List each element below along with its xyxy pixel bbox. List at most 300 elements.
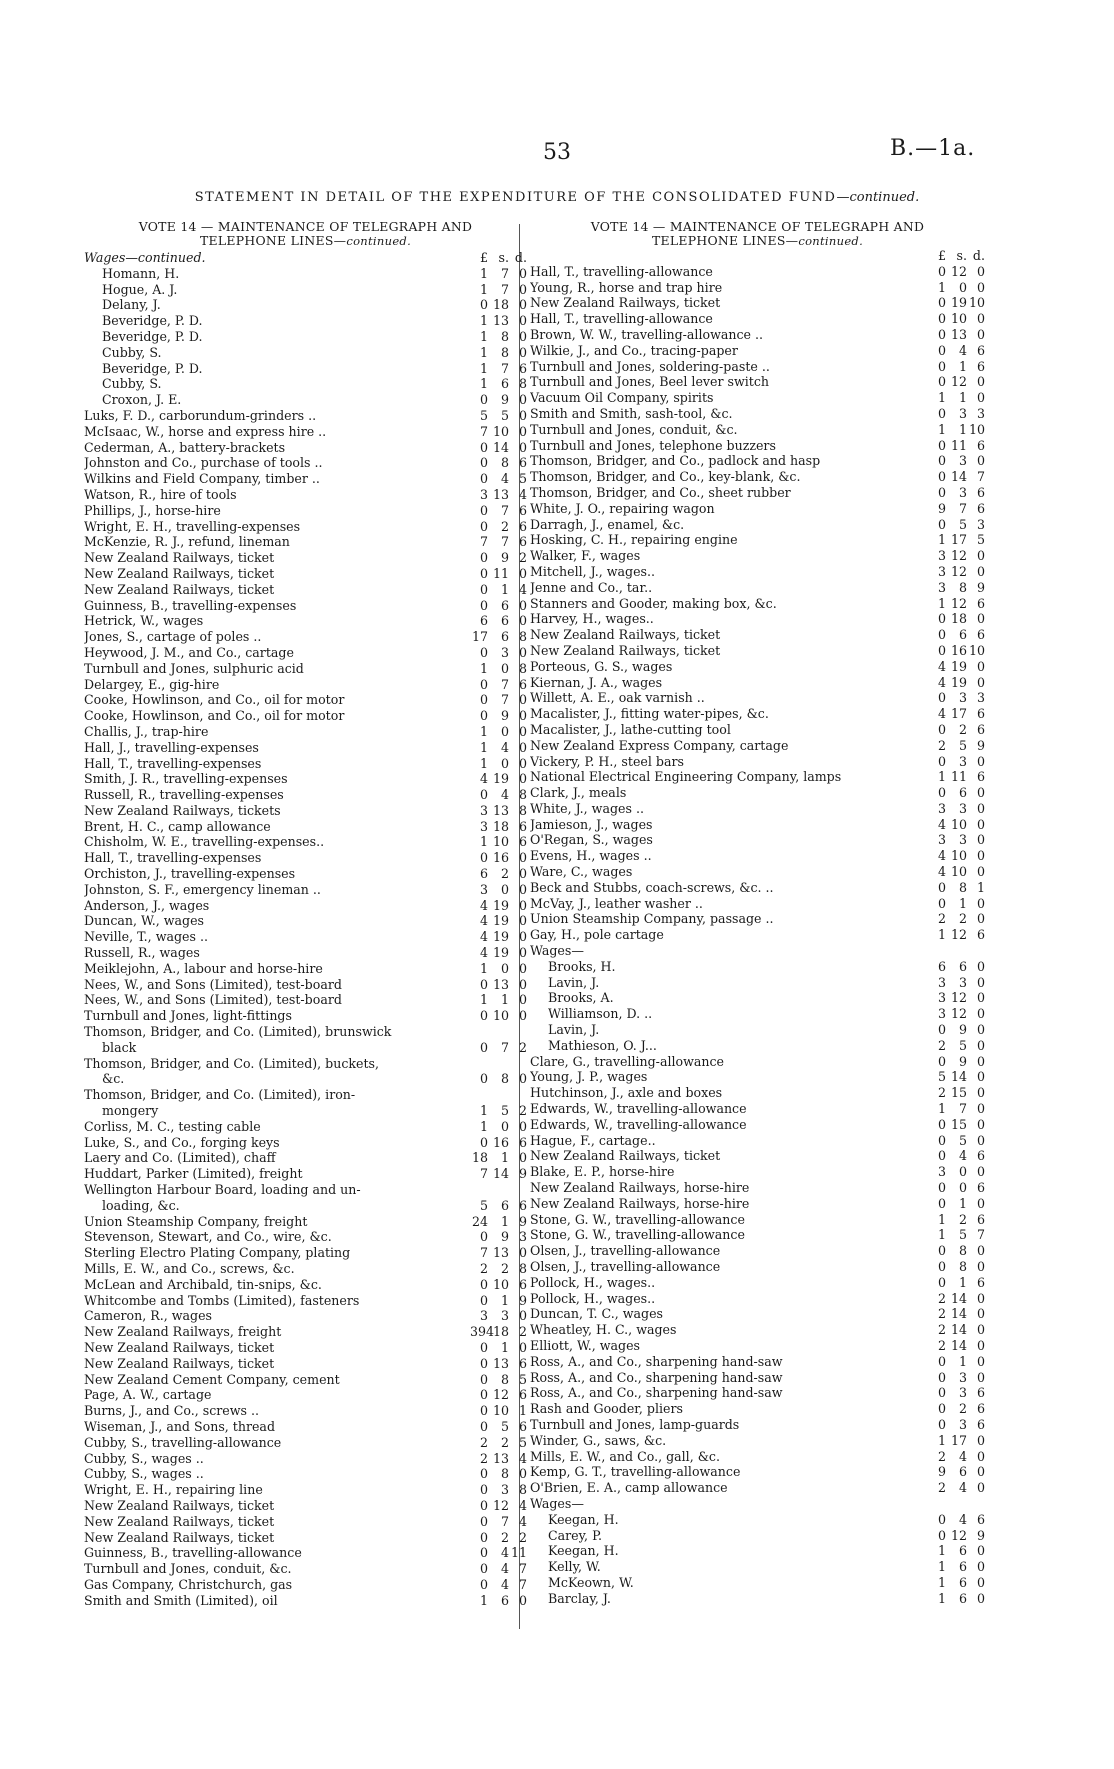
amount-shillings: 3 bbox=[958, 484, 967, 500]
row-description: Huddart, Parker (Limited), freight bbox=[84, 1166, 303, 1182]
expenditure-row bbox=[530, 1243, 985, 1259]
amount-pounds: 3 bbox=[479, 818, 488, 834]
row-description: Smith and Smith, sash-tool, &c. bbox=[530, 405, 733, 421]
row-description: Vickery, P. H., steel bars bbox=[530, 753, 684, 769]
amount-pounds: 1 bbox=[479, 313, 488, 329]
row-description: Hosking, C. H., repairing engine bbox=[530, 532, 738, 548]
amount-pence: 0 bbox=[976, 326, 985, 342]
right-vote-line1: VOTE 14 — MAINTENANCE OF TELEGRAPH AND bbox=[590, 219, 925, 234]
expenditure-row bbox=[530, 848, 985, 864]
amount-pounds: 0 bbox=[937, 1243, 946, 1259]
amount-pounds: 0 bbox=[937, 311, 946, 327]
row-description: loading, &c. bbox=[102, 1197, 180, 1213]
amount-shillings: 3 bbox=[958, 1369, 967, 1385]
amount-pence: 0 bbox=[976, 311, 985, 327]
amount-pounds: 2 bbox=[937, 1480, 946, 1496]
expenditure-row bbox=[84, 1071, 527, 1087]
amount-shillings: 12 bbox=[950, 1527, 967, 1543]
row-description: New Zealand Railways, horse-hire bbox=[530, 1180, 750, 1196]
expenditure-row bbox=[84, 803, 527, 819]
left-currency-header bbox=[84, 250, 527, 266]
amount-shillings: 4 bbox=[500, 1576, 509, 1592]
amount-pounds: 0 bbox=[479, 850, 488, 866]
amount-pounds: 0 bbox=[479, 1513, 488, 1529]
amount-pounds: 0 bbox=[937, 611, 946, 627]
row-description: Thomson, Bridger, and Co. (Limited), iron- bbox=[84, 1087, 356, 1103]
amount-shillings: 3 bbox=[958, 453, 967, 469]
amount-shillings: 4 bbox=[500, 787, 509, 803]
amount-pence: 6 bbox=[976, 500, 985, 516]
row-description: Cubby, S., wages .. bbox=[84, 1450, 204, 1466]
amount-pence: 0 bbox=[976, 911, 985, 927]
row-description: McKenzie, R. J., refund, lineman bbox=[84, 534, 290, 550]
expenditure-row bbox=[530, 1148, 985, 1164]
amount-pounds: 394 bbox=[470, 1324, 495, 1340]
row-description: New Zealand Railways, ticket bbox=[84, 1355, 275, 1371]
row-description: O'Regan, S., wages bbox=[530, 832, 653, 848]
expenditure-row bbox=[530, 1543, 985, 1559]
amount-pence: 6 bbox=[976, 358, 985, 374]
expenditure-row bbox=[530, 1180, 985, 1196]
amount-pence: 6 bbox=[976, 769, 985, 785]
wages-continued-label: Wages—continued. bbox=[84, 250, 206, 265]
amount-shillings: 10 bbox=[950, 848, 967, 864]
expenditure-row bbox=[530, 769, 985, 785]
expenditure-row bbox=[84, 1166, 527, 1182]
row-description: Brown, W. W., travelling-allowance .. bbox=[530, 326, 763, 342]
amount-shillings bbox=[488, 1024, 509, 1040]
amount-shillings: 13 bbox=[492, 1355, 509, 1371]
amount-pounds: 5 bbox=[479, 407, 488, 423]
amount-pence: 8 bbox=[518, 376, 527, 392]
expenditure-row bbox=[84, 1135, 527, 1151]
row-description: Guinness, B., travelling-expenses bbox=[84, 597, 297, 613]
amount-pence: 0 bbox=[518, 897, 527, 913]
amount-shillings: 17 bbox=[950, 532, 967, 548]
expenditure-row bbox=[530, 485, 985, 501]
amount-pounds: 0 bbox=[937, 469, 946, 485]
amount-pounds: 3 bbox=[937, 548, 946, 564]
amount-pounds: 3 bbox=[937, 1006, 946, 1022]
amount-pence: 6 bbox=[976, 627, 985, 643]
expenditure-row bbox=[530, 927, 985, 943]
amount-pence: 8 bbox=[518, 660, 527, 676]
expenditure-row bbox=[530, 532, 985, 548]
row-description: Hall, T., travelling-expenses bbox=[84, 755, 262, 771]
amount-pounds: 0 bbox=[479, 644, 488, 660]
amount-pence: 2 bbox=[518, 1529, 527, 1545]
amount-shillings: 6 bbox=[500, 613, 509, 629]
expenditure-row bbox=[84, 1435, 527, 1451]
amount-pence: 6 bbox=[976, 927, 985, 943]
amount-pence: 6 bbox=[518, 360, 527, 376]
row-description: Gay, H., pole cartage bbox=[530, 927, 664, 943]
expenditure-row bbox=[530, 675, 985, 691]
row-description: New Zealand Railways, tickets bbox=[84, 802, 281, 818]
expenditure-row bbox=[530, 990, 985, 1006]
amount-shillings: 14 bbox=[950, 1322, 967, 1338]
expenditure-row bbox=[530, 1101, 985, 1117]
amount-pounds: 0 bbox=[479, 1482, 488, 1498]
amount-pence: 10 bbox=[968, 421, 985, 437]
amount-pence: 0 bbox=[976, 1101, 985, 1117]
amount-shillings: 18 bbox=[492, 818, 509, 834]
amount-pounds: 0 bbox=[937, 627, 946, 643]
row-description: Luke, S., and Co., forging keys bbox=[84, 1134, 280, 1150]
amount-pounds: 0 bbox=[937, 1353, 946, 1369]
expenditure-row bbox=[84, 1324, 527, 1340]
amount-shillings: 4 bbox=[500, 1545, 509, 1561]
amount-shillings bbox=[946, 943, 967, 959]
expenditure-row bbox=[84, 1387, 527, 1403]
amount-pence: 6 bbox=[976, 1511, 985, 1527]
amount-pence: 2 bbox=[518, 1039, 527, 1055]
amount-pounds bbox=[928, 943, 946, 959]
expenditure-row bbox=[530, 359, 985, 375]
expenditure-row bbox=[530, 1433, 985, 1449]
amount-pence: 0 bbox=[976, 263, 985, 279]
row-description: Wiseman, J., and Sons, thread bbox=[84, 1418, 276, 1434]
amount-shillings: 8 bbox=[500, 1071, 509, 1087]
row-description: Challis, J., trap-hire bbox=[84, 723, 209, 739]
row-description: Nees, W., and Sons (Limited), test-board bbox=[84, 976, 342, 992]
amount-shillings: 5 bbox=[500, 1418, 509, 1434]
expenditure-row bbox=[530, 1322, 985, 1338]
expenditure-row bbox=[84, 1356, 527, 1372]
row-description: Macalister, J., fitting water-pipes, &c. bbox=[530, 706, 769, 722]
expenditure-row bbox=[530, 469, 985, 485]
amount-shillings: 1 bbox=[958, 358, 967, 374]
pounds-header: £ bbox=[479, 250, 488, 265]
amount-pounds: 0 bbox=[479, 1418, 488, 1434]
amount-shillings: 6 bbox=[958, 1464, 967, 1480]
amount-pounds: 0 bbox=[479, 1039, 488, 1055]
amount-pence: 0 bbox=[518, 692, 527, 708]
amount-shillings: 6 bbox=[500, 597, 509, 613]
amount-shillings: 10 bbox=[492, 834, 509, 850]
pence-header: d. bbox=[972, 248, 985, 263]
amount-pounds: 3 bbox=[479, 1308, 488, 1324]
amount-pounds bbox=[928, 1496, 946, 1512]
row-description: Wilkins and Field Company, timber .. bbox=[84, 471, 320, 487]
amount-pence: 5 bbox=[518, 1434, 527, 1450]
expenditure-row bbox=[84, 850, 527, 866]
amount-shillings: 17 bbox=[950, 706, 967, 722]
expenditure-row bbox=[530, 517, 985, 533]
amount-pence: 6 bbox=[976, 1401, 985, 1417]
amount-shillings: 8 bbox=[500, 455, 509, 471]
amount-shillings: 7 bbox=[958, 500, 967, 516]
row-description: Gas Company, Christchurch, gas bbox=[84, 1576, 293, 1592]
row-description: Neville, T., wages .. bbox=[84, 929, 208, 945]
amount-pounds: 9 bbox=[937, 500, 946, 516]
right-entries bbox=[530, 264, 985, 1607]
row-description: Jamieson, J., wages bbox=[530, 816, 653, 832]
amount-pounds: 3 bbox=[937, 974, 946, 990]
expenditure-row bbox=[530, 1370, 985, 1386]
amount-shillings: 10 bbox=[492, 1403, 509, 1419]
amount-pounds: 0 bbox=[937, 358, 946, 374]
expenditure-row bbox=[530, 738, 985, 754]
amount-pence: 6 bbox=[518, 502, 527, 518]
amount-pounds: 4 bbox=[937, 706, 946, 722]
amount-pounds: 1 bbox=[937, 1211, 946, 1227]
amount-pence: 0 bbox=[976, 1337, 985, 1353]
row-description: black bbox=[102, 1039, 137, 1055]
amount-pence: 5 bbox=[518, 1371, 527, 1387]
amount-pence: 0 bbox=[518, 597, 527, 613]
amount-shillings: 0 bbox=[958, 1180, 967, 1196]
amount-pounds: 0 bbox=[479, 392, 488, 408]
amount-shillings: 5 bbox=[500, 407, 509, 423]
row-description: Barclay, J. bbox=[548, 1590, 611, 1606]
amount-pence: 6 bbox=[518, 1276, 527, 1292]
expenditure-row bbox=[84, 1466, 527, 1482]
amount-shillings: 12 bbox=[950, 548, 967, 564]
amount-shillings: 3 bbox=[958, 1416, 967, 1432]
row-description: Guinness, B., travelling-allowance bbox=[84, 1545, 302, 1561]
amount-shillings: 13 bbox=[950, 326, 967, 342]
expenditure-row bbox=[530, 1275, 985, 1291]
row-description: Cooke, Howlinson, and Co., oil for motor bbox=[84, 708, 345, 724]
row-description: Turnbull and Jones, conduit, &c. bbox=[84, 1561, 292, 1577]
expenditure-row bbox=[84, 961, 527, 977]
expenditure-row bbox=[84, 1340, 527, 1356]
amount-pence: 0 bbox=[518, 1071, 527, 1087]
row-description: Young, R., horse and trap hire bbox=[530, 279, 723, 295]
expenditure-row bbox=[84, 1198, 527, 1214]
amount-pounds: 1 bbox=[479, 723, 488, 739]
amount-pence: 6 bbox=[518, 1418, 527, 1434]
amount-shillings: 0 bbox=[500, 660, 509, 676]
row-description: Williamson, D. .. bbox=[548, 1006, 653, 1022]
expenditure-row bbox=[84, 771, 527, 787]
amount-pence: 0 bbox=[518, 644, 527, 660]
expenditure-row bbox=[84, 1040, 527, 1056]
amount-pence: 5 bbox=[518, 471, 527, 487]
row-description: Clare, G., travelling-allowance bbox=[530, 1053, 724, 1069]
expenditure-row bbox=[84, 1372, 527, 1388]
expenditure-row bbox=[84, 1056, 527, 1072]
amount-shillings: 2 bbox=[958, 1401, 967, 1417]
expenditure-row bbox=[530, 548, 985, 564]
row-description: Cubby, S., travelling-allowance bbox=[84, 1434, 282, 1450]
amount-shillings: 14 bbox=[950, 1337, 967, 1353]
expenditure-row bbox=[84, 992, 527, 1008]
amount-pounds: 4 bbox=[479, 771, 488, 787]
amount-pounds: 1 bbox=[937, 769, 946, 785]
amount-pence: 6 bbox=[518, 1134, 527, 1150]
amount-shillings: 12 bbox=[950, 990, 967, 1006]
amount-pence: 7 bbox=[976, 469, 985, 485]
amount-pounds: 2 bbox=[937, 911, 946, 927]
amount-shillings: 7 bbox=[500, 1039, 509, 1055]
row-description: Keegan, H. bbox=[548, 1511, 619, 1527]
row-description: Macalister, J., lathe-cutting tool bbox=[530, 721, 731, 737]
right-vote-line2: TELEPHONE LINES— bbox=[651, 233, 799, 248]
amount-pence: 6 bbox=[518, 534, 527, 550]
amount-pounds: 5 bbox=[479, 1197, 488, 1213]
amount-shillings: 9 bbox=[500, 392, 509, 408]
row-description: Hague, F., cartage.. bbox=[530, 1132, 656, 1148]
left-vote-continued: continued. bbox=[346, 234, 412, 248]
row-description: New Zealand Railways, ticket bbox=[84, 550, 275, 566]
amount-pence: 3 bbox=[518, 1229, 527, 1245]
row-description: Turnbull and Jones, conduit, &c. bbox=[530, 421, 738, 437]
amount-pence: 9 bbox=[518, 1292, 527, 1308]
row-description: Thomson, Bridger, and Co., padlock and hasp bbox=[530, 453, 821, 469]
expenditure-row bbox=[530, 1133, 985, 1149]
amount-pence bbox=[509, 1056, 527, 1072]
amount-shillings: 16 bbox=[492, 850, 509, 866]
expenditure-row bbox=[84, 519, 527, 535]
amount-pounds: 0 bbox=[479, 502, 488, 518]
amount-pence: 0 bbox=[518, 739, 527, 755]
amount-pounds: 4 bbox=[937, 816, 946, 832]
amount-pounds: 0 bbox=[479, 708, 488, 724]
row-description: Johnston and Co., purchase of tools .. bbox=[84, 455, 323, 471]
expenditure-row bbox=[84, 1482, 527, 1498]
expenditure-row bbox=[84, 898, 527, 914]
expenditure-row bbox=[84, 1419, 527, 1435]
amount-pounds: 0 bbox=[937, 1116, 946, 1132]
expenditure-row bbox=[530, 911, 985, 927]
amount-shillings: 4 bbox=[958, 1448, 967, 1464]
amount-shillings: 7 bbox=[500, 360, 509, 376]
amount-pence: 0 bbox=[976, 1480, 985, 1496]
amount-shillings: 3 bbox=[500, 644, 509, 660]
amount-pence: 6 bbox=[518, 676, 527, 692]
row-description: Edwards, W., travelling-allowance bbox=[530, 1101, 747, 1117]
expenditure-row bbox=[530, 1575, 985, 1591]
amount-pence: 0 bbox=[976, 1543, 985, 1559]
expenditure-row bbox=[84, 787, 527, 803]
amount-pence: 6 bbox=[518, 834, 527, 850]
row-description: Wilkie, J., and Co., tracing-paper bbox=[530, 342, 738, 358]
amount-shillings: 1 bbox=[500, 1339, 509, 1355]
row-description: Keegan, H. bbox=[548, 1543, 619, 1559]
amount-pounds: 1 bbox=[479, 755, 488, 771]
amount-pounds: 0 bbox=[479, 550, 488, 566]
amount-pounds: 1 bbox=[937, 1543, 946, 1559]
row-description: Delargey, E., gig-hire bbox=[84, 676, 220, 692]
amount-pence: 0 bbox=[976, 1306, 985, 1322]
left-entries bbox=[84, 266, 527, 1609]
expenditure-row bbox=[84, 598, 527, 614]
amount-pounds: 0 bbox=[937, 295, 946, 311]
amount-pounds: 1 bbox=[479, 992, 488, 1008]
amount-pounds: 3 bbox=[937, 832, 946, 848]
expenditure-row bbox=[84, 1277, 527, 1293]
left-vote-line2: TELEPHONE LINES— bbox=[199, 233, 347, 248]
amount-pounds: 0 bbox=[479, 297, 488, 313]
row-description: Ross, A., and Co., sharpening hand-saw bbox=[530, 1385, 783, 1401]
amount-pence: 0 bbox=[518, 929, 527, 945]
expenditure-row bbox=[84, 819, 527, 835]
expenditure-row bbox=[530, 785, 985, 801]
amount-pence: 0 bbox=[518, 1308, 527, 1324]
amount-pounds: 2 bbox=[937, 737, 946, 753]
row-description: Stone, G. W., travelling-allowance bbox=[530, 1211, 745, 1227]
amount-pence: 6 bbox=[976, 1180, 985, 1196]
amount-shillings: 18 bbox=[950, 611, 967, 627]
expenditure-row bbox=[530, 1464, 985, 1480]
amount-pence: 6 bbox=[976, 1274, 985, 1290]
row-description: Hogue, A. J. bbox=[102, 281, 178, 297]
expenditure-row bbox=[530, 280, 985, 296]
amount-pence: 8 bbox=[518, 802, 527, 818]
amount-shillings: 4 bbox=[500, 739, 509, 755]
amount-pence: 0 bbox=[518, 881, 527, 897]
expenditure-row bbox=[530, 1354, 985, 1370]
amount-pounds: 7 bbox=[479, 1245, 488, 1261]
row-description: Phillips, J., horse-hire bbox=[84, 502, 221, 518]
amount-pounds: 7 bbox=[479, 423, 488, 439]
expenditure-row bbox=[530, 975, 985, 991]
amount-shillings: 2 bbox=[500, 1261, 509, 1276]
amount-shillings: 0 bbox=[500, 881, 509, 897]
amount-pounds: 3 bbox=[937, 1164, 946, 1180]
expenditure-row bbox=[530, 295, 985, 311]
row-description: Beveridge, P. D. bbox=[102, 328, 203, 344]
expenditure-row bbox=[530, 343, 985, 359]
amount-shillings: 13 bbox=[492, 313, 509, 329]
amount-shillings: 0 bbox=[958, 1164, 967, 1180]
expenditure-row bbox=[530, 327, 985, 343]
row-description: Cooke, Howlinson, and Co., oil for motor bbox=[84, 692, 345, 708]
amount-pounds: 2 bbox=[479, 1261, 488, 1276]
amount-pounds: 1 bbox=[479, 739, 488, 755]
expenditure-row bbox=[530, 659, 985, 675]
row-description: Union Steamship Company, passage .. bbox=[530, 911, 774, 927]
amount-shillings: 1 bbox=[500, 581, 509, 597]
expenditure-row bbox=[530, 1212, 985, 1228]
amount-pence bbox=[509, 1024, 527, 1040]
amount-shillings: 11 bbox=[950, 437, 967, 453]
row-description: Hutchinson, J., axle and boxes bbox=[530, 1085, 723, 1101]
expenditure-row bbox=[84, 724, 527, 740]
row-description: Cameron, R., wages bbox=[84, 1308, 213, 1324]
expenditure-row bbox=[84, 392, 527, 408]
amount-pounds: 0 bbox=[937, 1132, 946, 1148]
amount-pence: 0 bbox=[976, 1243, 985, 1259]
amount-pence: 0 bbox=[518, 976, 527, 992]
amount-pence: 6 bbox=[518, 818, 527, 834]
amount-pence: 0 bbox=[976, 1164, 985, 1180]
amount-pence: 0 bbox=[976, 1590, 985, 1606]
row-description: Elliott, W., wages bbox=[530, 1337, 641, 1353]
row-description: Hetrick, W., wages bbox=[84, 613, 204, 629]
amount-pounds: 0 bbox=[479, 1466, 488, 1482]
amount-shillings: 7 bbox=[500, 534, 509, 550]
expenditure-row bbox=[84, 282, 527, 298]
amount-shillings: 1 bbox=[958, 895, 967, 911]
amount-shillings: 11 bbox=[950, 769, 967, 785]
amount-pounds: 0 bbox=[479, 1292, 488, 1308]
expenditure-row bbox=[530, 959, 985, 975]
amount-pence: 3 bbox=[976, 405, 985, 421]
amount-pounds: 0 bbox=[479, 1071, 488, 1087]
amount-shillings: 19 bbox=[492, 945, 509, 961]
amount-pence bbox=[509, 1087, 527, 1103]
amount-pence: 0 bbox=[976, 1574, 985, 1590]
amount-pounds: 1 bbox=[479, 1103, 488, 1119]
statement-heading bbox=[0, 190, 1114, 205]
row-description: Cubby, S., wages .. bbox=[84, 1466, 204, 1482]
row-description: Olsen, J., travelling-allowance bbox=[530, 1243, 721, 1259]
row-description: Cubby, S. bbox=[102, 344, 162, 360]
amount-shillings bbox=[488, 1182, 509, 1198]
